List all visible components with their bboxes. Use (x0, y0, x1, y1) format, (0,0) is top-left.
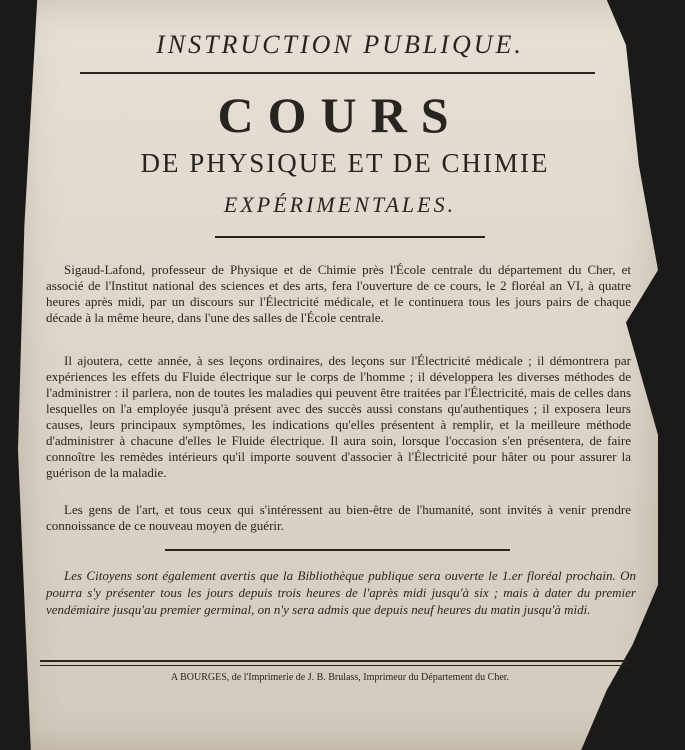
bottom-rule-2 (40, 665, 628, 666)
subtitle-2: EXPÉRIMENTALES. (223, 192, 457, 217)
top-rule (80, 72, 595, 74)
kicker-heading: INSTRUCTION PUBLIQUE. (156, 30, 524, 59)
ornament-rule (215, 236, 485, 238)
printer-imprint: A BOURGES, de l'Imprimerie de J. B. Brulass, Imprimeur du Département du Cher. (170, 672, 510, 683)
paragraph-3: Les gens de l'art, et tous ceux qui s'intéressent au bien-être de l'humanité, sont invités à venir prendre connoissance de ce nouveau moyen de guérir. (46, 502, 631, 533)
bottom-rule-1 (40, 660, 628, 662)
subtitle: DE PHYSIQUE ET DE CHIMIE (140, 148, 550, 178)
mid-rule (165, 549, 510, 551)
paragraph-4: Les Citoyens sont également avertis que la Bibliothèque publique sera ouverte le 1.er floréal prochain. On pourra s'y présenter tous les jours depuis trois heures de l'après midi jusqu'à six ; mais à dater du premier vendémiaire jusqu'au premier germinal, on n'y sera admis que depuis neuf heures du matin jusqu'à midi. (46, 568, 636, 617)
paragraph-1: Sigaud-Lafond, professeur de Physique et de Chimie près l'École centrale du département du Cher, et associé de l'Institut national des sciences et des arts, fera l'ouverture de ce cours, le 2 floréal an VI, à quatre heures après midi, par un discours sur l'Électricité médicale, et le continuera tous les jours pairs de chaque décade à la même heure, dans l'une des salles de l'École centrale. (46, 262, 631, 325)
paragraph-2: Il ajoutera, cette année, à ses leçons ordinaires, des leçons sur l'Électricité médicale ; il démontrera par expériences les effets du Fluide électrique sur le corps de l'homme ; il développera les diverses méthodes de l'administrer : il parlera, non de toutes les maladies qui peuvent être traitées par l'Électricité, mais de celles dans lesquelles on l'a employée jusqu'à présent avec des succès aussi constans qu'authentiques ; il exposera leurs causes, leurs principaux symptômes, les indications qu'elles présentent à remplir, et la meilleure méthode d'administrer à chacune d'elles le Fluide électrique. Il aura soin, lorsque l'occasion s'en présentera, de faire connoître les remèdes intérieurs qu'il importe souvent d'associer à l'Électricité pour hâter ou pour assurer la guérison de la maladie. (46, 353, 631, 480)
page-title: COURS (217, 87, 463, 143)
